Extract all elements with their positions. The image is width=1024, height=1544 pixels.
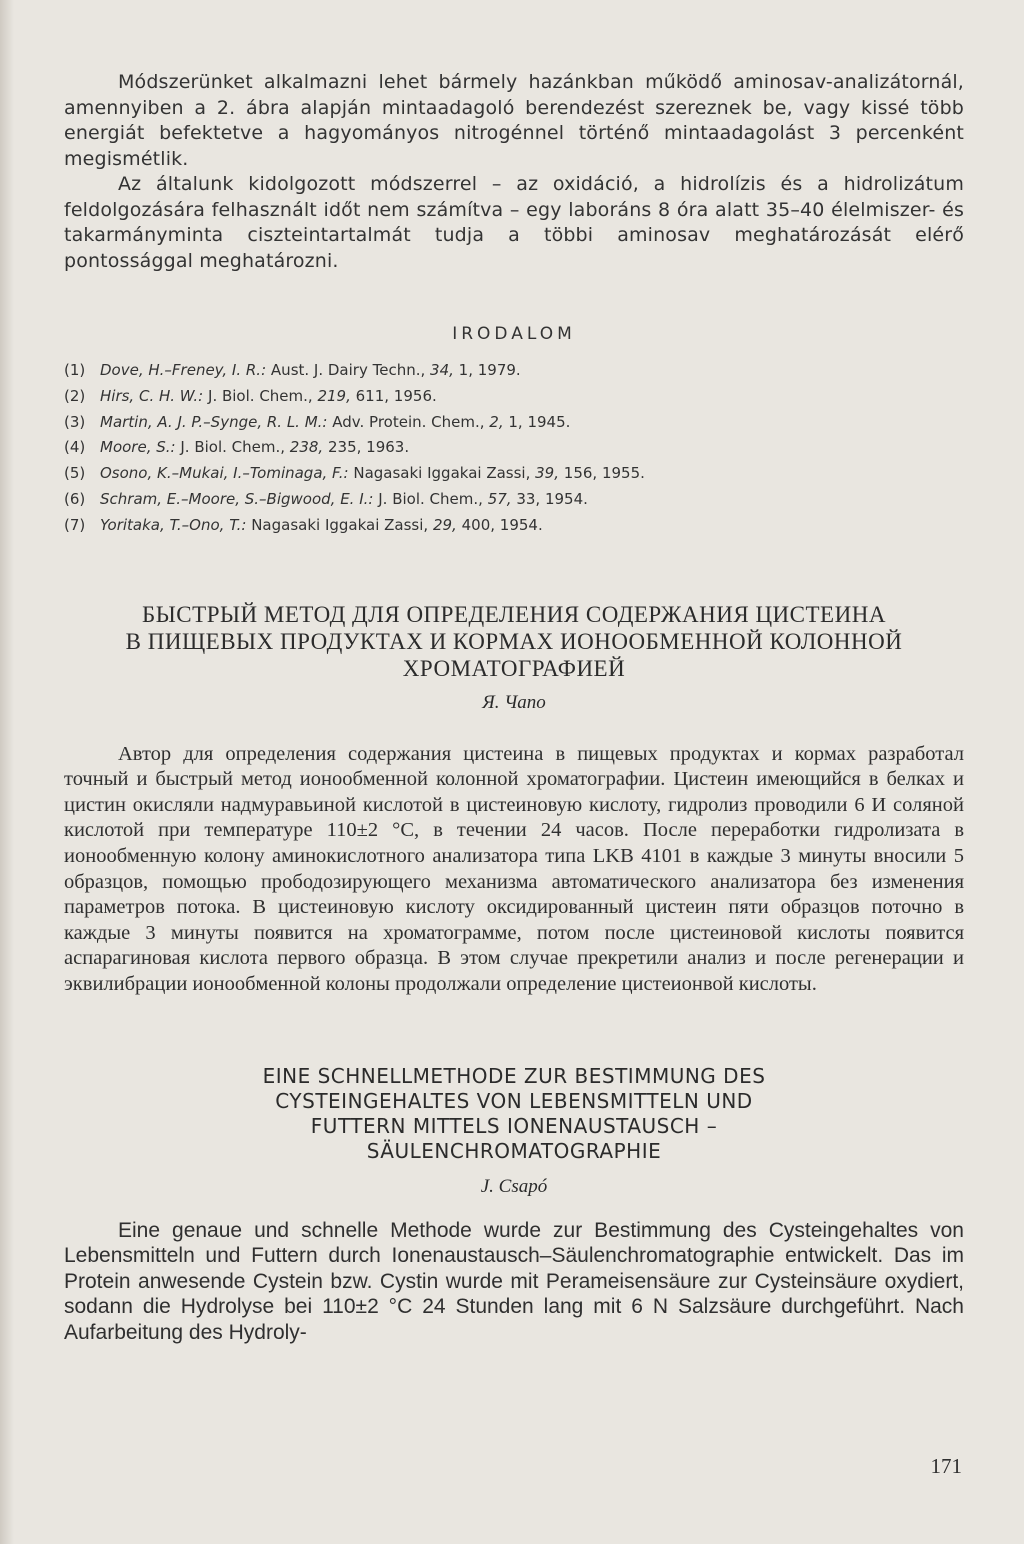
russian-author: Я. Чапо [482, 691, 546, 713]
title-line: БЫСТРЫЙ МЕТОД ДЛЯ ОПРЕДЕЛЕНИЯ СОДЕРЖАНИЯ ЦИСТЕИНА [142, 601, 886, 627]
title-line: В ПИЩЕВЫХ ПРОДУКТАХ И КОРМАХ ИОНООБМЕННОЙ КОЛОННОЙ [125, 628, 903, 654]
reference-item: (6) Schram, E.–Moore, S.–Bigwood, E. I.: J. Biol. Chem., 57, 33, 1954. [64, 489, 588, 508]
reference-item: (2) Hirs, C. H. W.: J. Biol. Chem., 219, 611, 1956. [64, 386, 437, 405]
german-summary [64, 1064, 964, 1346]
russian-abstract: Автор для определения содержания цистеина в пищевых продуктах и кормах разработал точный и быстрый метод ионообменной колонной хроматографии. Цистеин имеющийся в белках и цистин окисляли надмуравьиной кислотой в цистеиновую кислоту, гидролиз проводили 6 И соляной кислотой при температуре 110±2 °C, в течении 24 часов. После переработки гидролизата в ионообменную колону аминокислотного анализатора типа LKB 4101 в каждые 3 минуты вносили 5 образцов, помощью прободозирующего механизма автоматического анализатора без изменения параметров потока. В цистеиновую кислоту оксидированный цистеин пяти образцов поточно в каждые 3 минуты появится на хроматограмме, потом после цистеиновой кислоты появится аспарагиновая кислота первого образца. В этом случае прекретили анализ и после регенерации и эквилибрации ионообменной колоны продолжали определение цистеионвой кислоты. [64, 742, 964, 995]
hungarian-paragraph: Módszerünket alkalmazni lehet bármely hazánkban működő aminosav-analizátornál, amennyiben a 2. ábra alapján mintaadagoló berendezést szereznek be, vagy kissé több energiát befektetve a hagyományos nitrogénnel történő mintaadagolást 3 percenként megismétlik. [64, 71, 964, 170]
reference-item: (1) Dove, H.–Freney, I. R.: Aust. J. Dairy Techn., 34, 1, 1979. [64, 361, 521, 379]
title-line: ХРОМАТОГРАФИЕЙ [402, 655, 626, 681]
russian-title [64, 601, 964, 682]
page-binding-edge [0, 0, 14, 1544]
title-line: EINE SCHNELLMETHODE ZUR BESTIMMUNG DES [262, 1063, 766, 1088]
russian-summary [64, 601, 964, 998]
reference-item: (5) Osono, K.–Mukai, I.–Tominaga, F.: Nagasaki Iggakai Zassi, 39, 156, 1955. [64, 464, 645, 483]
title-line: SÄULENCHROMATOGRAPHIE [366, 1138, 662, 1163]
hungarian-paragraph: Az általunk kidolgozott módszerrel – az oxidáció, a hidrolízis és a hidrolizátum feldolgozására felhasznált időt nem számítva – egy laboráns 8 óra alatt 35–40 élelmiszer- és takarmányminta ciszteintartalmát tudja a többi aminosav meghatározását elérő pontossággal meghatározni. [64, 173, 964, 272]
page-number: 171 [930, 1454, 962, 1478]
references-heading: IRODALOM [452, 324, 576, 344]
german-title [64, 1064, 964, 1164]
page-content [64, 70, 964, 1345]
references-list [64, 358, 964, 539]
reference-item: (4) Moore, S.: J. Biol. Chem., 238, 235, 1963. [64, 438, 410, 457]
title-line: CYSTEINGEHALTES VON LEBENSMITTELN UND [275, 1088, 753, 1113]
reference-item: (3) Martin, A. J. P.–Synge, R. L. M.: Adv. Protein. Chem., 2, 1, 1945. [64, 412, 571, 431]
title-line: FUTTERN MITTELS IONENAUSTAUSCH – [310, 1113, 718, 1138]
german-author: J. Csapó [480, 1175, 548, 1197]
german-abstract: Eine genaue und schnelle Methode wurde zur Bestimmung des Cysteingehaltes von Lebensmitteln und Futtern durch Ionenaustausch–Säulenchromatographie entwickelt. Das im Protein anwesende Cystein bzw. Cystin wurde mit Perameisensäure zur Cysteinsäure oxydiert, sodann die Hydrolyse bei 110±2 °C 24 Stunden lang mit 6 N Salzsäure durchgeführt. Nach Aufarbeitung des Hydroly- [64, 1218, 964, 1344]
reference-item: (7) Yoritaka, T.–Ono, T.: Nagasaki Iggakai Zassi, 29, 400, 1954. [64, 515, 543, 534]
hungarian-text [64, 70, 964, 274]
